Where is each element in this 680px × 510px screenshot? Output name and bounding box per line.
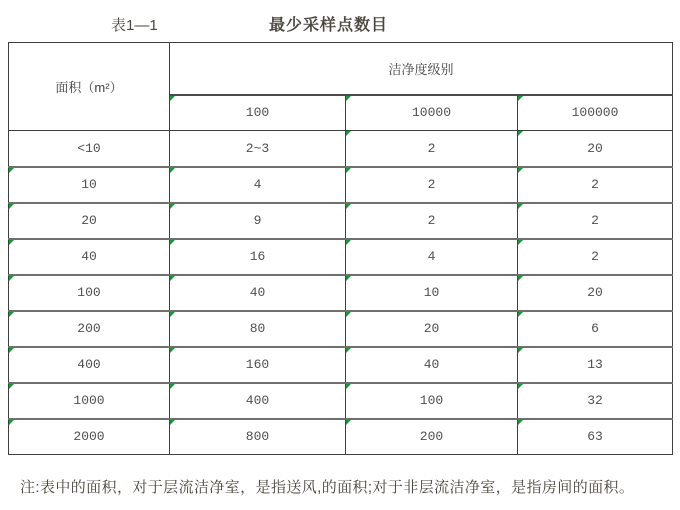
value-cell: 63 [518, 419, 673, 455]
table-row [9, 311, 673, 347]
area-cell: 40 [9, 239, 170, 275]
value-cell: 6 [518, 311, 673, 347]
table-row [9, 383, 673, 419]
value-cell: 40 [346, 347, 518, 383]
table-row [9, 347, 673, 383]
area-cell: 1000 [9, 383, 170, 419]
value-cell: 2 [518, 203, 673, 239]
area-cell: <10 [9, 131, 170, 167]
area-cell: 10 [9, 167, 170, 203]
value-cell: 2 [518, 239, 673, 275]
level-header-cell: 10000 [346, 95, 518, 131]
table-row [9, 131, 673, 167]
value-cell: 20 [518, 131, 673, 167]
level-header-cell: 100000 [518, 95, 673, 131]
value-cell: 160 [170, 347, 346, 383]
value-cell: 16 [170, 239, 346, 275]
footnote: 注:表中的面积，对于层流洁净室，是指送风,的面积;对于非层流洁净室，是指房间的面积。 [20, 479, 635, 496]
area-cell: 400 [9, 347, 170, 383]
value-cell: 10 [346, 275, 518, 311]
table-header-row-group [9, 43, 673, 95]
area-cell: 200 [9, 311, 170, 347]
value-cell: 2 [518, 167, 673, 203]
value-cell: 40 [170, 275, 346, 311]
value-cell: 2 [346, 167, 518, 203]
value-cell: 2 [346, 131, 518, 167]
value-cell: 2~3 [170, 131, 346, 167]
value-cell: 13 [518, 347, 673, 383]
table-row [9, 419, 673, 455]
value-cell: 400 [170, 383, 346, 419]
page-title: 最少采样点数目 [269, 17, 389, 34]
value-cell: 9 [170, 203, 346, 239]
value-cell: 32 [518, 383, 673, 419]
value-cell: 80 [170, 311, 346, 347]
value-cell: 800 [170, 419, 346, 455]
table-row [9, 239, 673, 275]
table-row [9, 203, 673, 239]
value-cell: 20 [346, 311, 518, 347]
area-cell: 20 [9, 203, 170, 239]
value-cell: 4 [170, 167, 346, 203]
cleanliness-group-header-cell: 洁净度级别 [170, 43, 673, 95]
sampling-points-table [8, 42, 673, 455]
table-row [9, 275, 673, 311]
value-cell: 20 [518, 275, 673, 311]
value-cell: 100 [346, 383, 518, 419]
level-header-cell: 100 [170, 95, 346, 131]
value-cell: 2 [346, 203, 518, 239]
area-header-cell: 面积（m²） [9, 43, 170, 131]
value-cell: 4 [346, 239, 518, 275]
table-row [9, 167, 673, 203]
table-number-label: 表1—1 [111, 17, 158, 34]
area-cell: 2000 [9, 419, 170, 455]
value-cell: 200 [346, 419, 518, 455]
area-cell: 100 [9, 275, 170, 311]
